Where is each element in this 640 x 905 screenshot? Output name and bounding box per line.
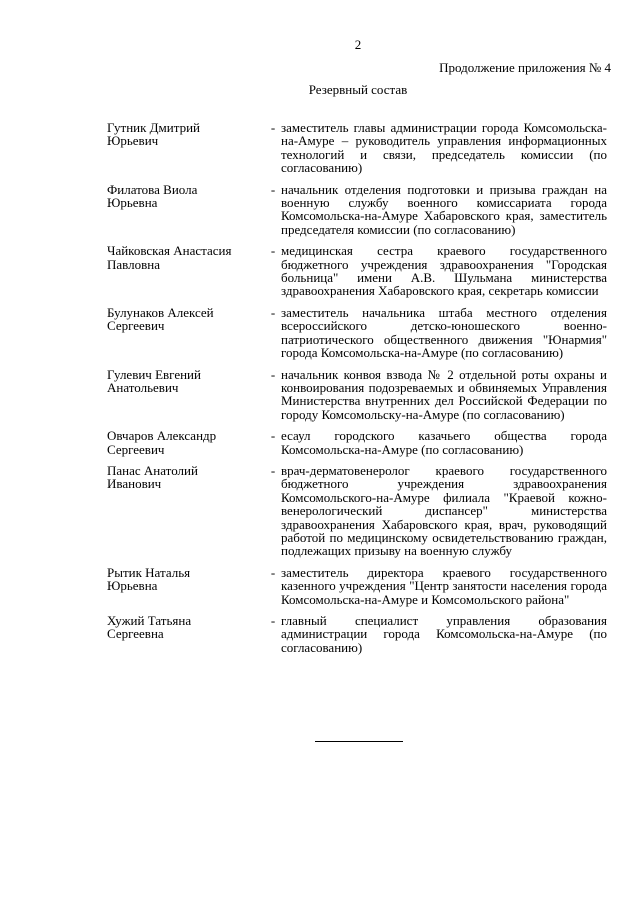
member-entry	[107, 244, 607, 298]
member-entry	[107, 614, 607, 654]
dash-separator: -	[270, 613, 276, 628]
dash-separator: -	[270, 428, 276, 444]
member-role: начальник конвоя взвода № 2 отдельной роты охраны и конвоирования подозреваемых и обвиняемых Управления Министерства внутренних дел Российской Федерации по городу Комсомольску-на-Амуре (по согласованию)	[281, 366, 607, 422]
member-role: врач-дерматовенеролог краевого государственного бюджетного учреждения здравоохранения Комсомольского-на-Амуре филиала "Краевой кожно-венерологический диспансер" министерства здравоохранения Хабаровского края, врач, руководящий работой по медицинскому освидетельствованию граждан, подлежащих призыву на военную службу	[281, 462, 607, 559]
member-entry	[107, 464, 607, 558]
dash-separator: -	[270, 366, 276, 382]
member-role: медицинская сестра краевого государственного бюджетного учреждения здравоохранения "Городская больница" имени А.В. Шульмана министерства здравоохранения Хабаровского края, секретарь комиссии	[281, 243, 607, 299]
dash-separator: -	[270, 304, 276, 320]
dash-separator: -	[270, 564, 276, 580]
member-name: Чайковская Анастасия Павловна	[107, 243, 232, 272]
dash-separator: -	[270, 462, 276, 478]
member-name: Гулевич Евгений Анатольевич	[107, 366, 201, 395]
appendix-continuation-note: Продолжение приложения № 4	[439, 60, 611, 75]
member-name: Филатова Виола Юрьевна	[107, 181, 198, 211]
member-name: Рытик Наталья Юрьевна	[107, 564, 191, 594]
member-entry	[107, 183, 607, 237]
dash-separator: -	[270, 120, 276, 135]
closing-divider-line	[315, 741, 403, 742]
member-role: главный специалист управления образования администрации города Комсомольска-на-Амуре (по согласованию)	[281, 613, 607, 655]
section-title: Резервный состав	[308, 82, 408, 97]
member-name: Панас Анатолий Иванович	[107, 462, 198, 492]
member-name: Хужий Татьяна Сергеевна	[107, 613, 192, 642]
member-role: заместитель начальника штаба местного отделения всероссийского детско-юношеского военно-патриотического общественного движения "Юнармия" города Комсомольска-на-Амуре (по согласованию)	[281, 304, 607, 361]
member-list	[107, 121, 607, 662]
member-role: начальник отделения подготовки и призыва граждан на военную службу военного комиссариата города Комсомольска-на-Амуре Хабаровского края, заместитель председателя комиссии (по согласованию)	[281, 181, 607, 237]
member-entry	[107, 429, 607, 456]
member-entry	[107, 121, 607, 175]
member-entry	[107, 306, 607, 360]
dash-separator: -	[270, 243, 276, 259]
member-role: есаул городского казачьего общества города Комсомольска-на-Амуре (по согласованию)	[281, 428, 607, 457]
page-number: 2	[354, 37, 362, 52]
dash-separator: -	[270, 181, 276, 197]
member-role: заместитель главы администрации города Комсомольска-на-Амуре – руководитель управления информационных технологий и связи, председатель комиссии (по согласованию)	[281, 120, 607, 176]
member-name: Гутник Дмитрий Юрьевич	[107, 120, 200, 149]
member-entry	[107, 566, 607, 606]
member-entry	[107, 368, 607, 422]
member-role: заместитель директора краевого государственного казенного учреждения "Центр занятости населения города Комсомольска-на-Амуре и Комсомольского района"	[281, 564, 607, 607]
member-name: Овчаров Александр Сергеевич	[107, 428, 217, 457]
member-name: Булунаков Алексей Сергеевич	[107, 304, 214, 334]
